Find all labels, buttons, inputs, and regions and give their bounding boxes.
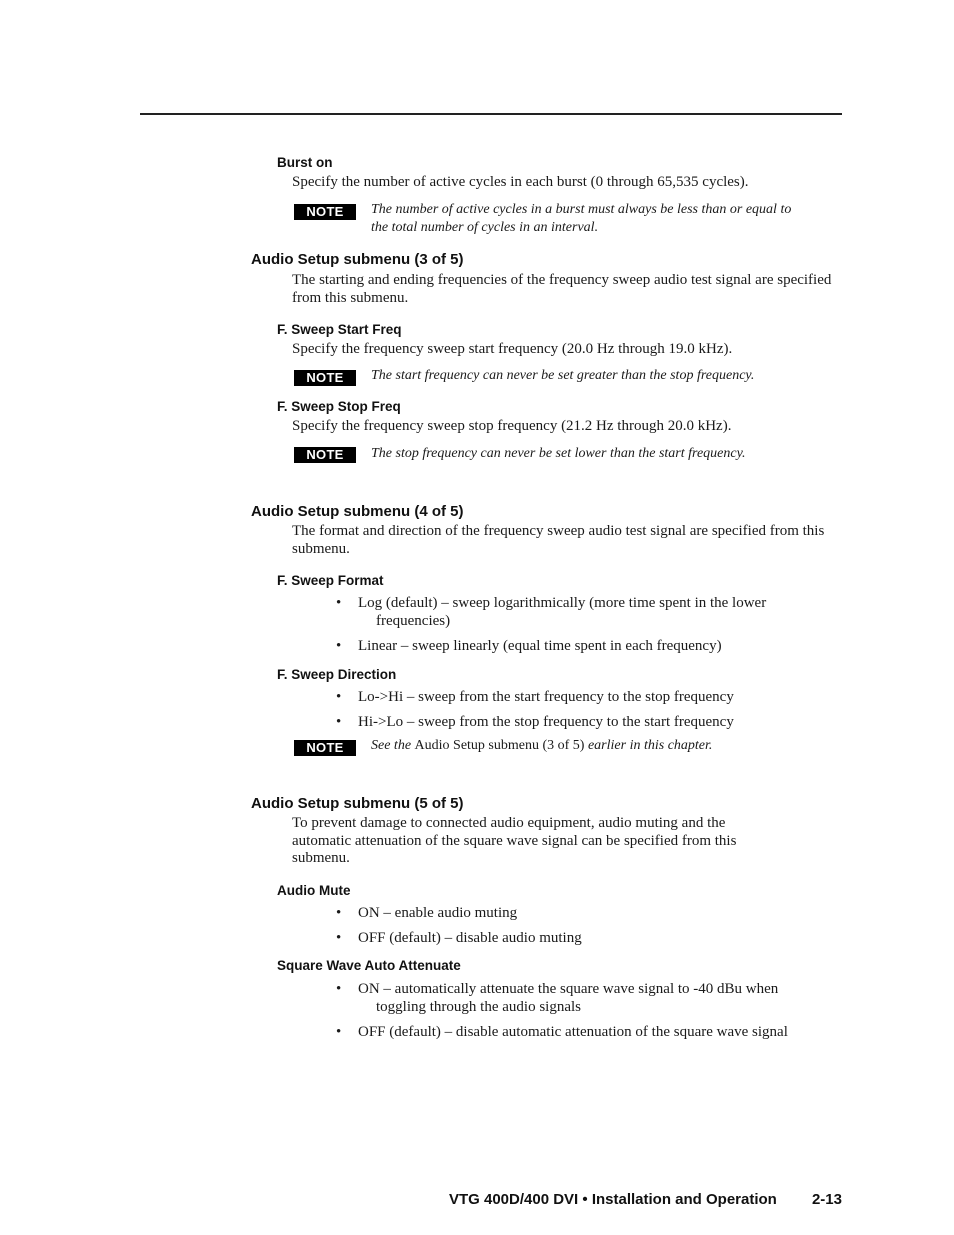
sweep-stop-body: Specify the frequency sweep stop frequency (21.2 Hz through 20.0 kHz). bbox=[292, 418, 732, 434]
note-line: the total number of cycles in an interval. bbox=[371, 220, 599, 235]
bullet-text-cont: toggling through the audio signals bbox=[376, 998, 581, 1015]
square-wave-heading: Square Wave Auto Attenuate bbox=[277, 958, 461, 973]
bullet-text: OFF (default) – disable automatic attenuation of the square wave signal bbox=[358, 1024, 788, 1040]
note-reference: Audio Setup submenu (3 of 5) bbox=[414, 738, 585, 753]
bullet-text-cont: frequencies) bbox=[376, 612, 451, 629]
sweep-direction-note bbox=[371, 737, 839, 755]
list-item bbox=[336, 714, 840, 732]
submenu5-heading: Audio Setup submenu (5 of 5) bbox=[251, 795, 464, 812]
bullet-dot: • bbox=[336, 638, 342, 654]
list-item bbox=[336, 1024, 840, 1042]
footer-title: VTG 400D/400 DVI • Installation and Operation bbox=[449, 1191, 777, 1208]
bullet-text: OFF (default) – disable audio muting bbox=[358, 930, 582, 946]
note-badge: NOTE bbox=[294, 370, 356, 386]
bullet-dot: • bbox=[336, 905, 342, 921]
bullet-text: ON – enable audio muting bbox=[358, 905, 518, 921]
note-post: earlier in this chapter. bbox=[584, 738, 713, 753]
sweep-direction-heading: F. Sweep Direction bbox=[277, 667, 397, 682]
list-item bbox=[336, 981, 840, 1016]
note-badge: NOTE bbox=[294, 447, 356, 463]
header-rule bbox=[140, 113, 842, 115]
list-item bbox=[336, 595, 840, 630]
sweep-start-note: The start frequency can never be set greater than the stop frequency. bbox=[371, 368, 755, 383]
submenu3-body: The starting and ending frequencies of the frequency sweep audio test signal are specified from this submenu. bbox=[292, 272, 832, 306]
sweep-stop-note: The stop frequency can never be set lower than the start frequency. bbox=[371, 446, 746, 461]
bullet-text: Lo->Hi – sweep from the start frequency to the stop frequency bbox=[358, 689, 734, 705]
sweep-stop-heading: F. Sweep Stop Freq bbox=[277, 399, 401, 414]
bullet-text: Hi->Lo – sweep from the stop frequency to the start frequency bbox=[358, 714, 734, 730]
note-badge: NOTE bbox=[294, 204, 356, 220]
list-item bbox=[336, 905, 840, 923]
body-line: submenu. bbox=[292, 850, 350, 866]
page-number: 2-13 bbox=[811, 1191, 842, 1208]
sweep-start-body: Specify the frequency sweep start frequency (20.0 Hz through 19.0 kHz). bbox=[292, 341, 733, 357]
list-item bbox=[336, 689, 840, 707]
bullet-text: Log (default) – sweep logarithmically (more time spent in the lower bbox=[358, 595, 767, 611]
body-line: automatic attenuation of the square wave signal can be specified from this bbox=[292, 832, 737, 849]
bullet-dot: • bbox=[336, 930, 342, 946]
note-badge: NOTE bbox=[294, 740, 356, 756]
bullet-text: ON – automatically attenuate the square wave signal to -40 dBu when bbox=[358, 981, 779, 997]
note-line: The number of active cycles in a burst must always be less than or equal to bbox=[371, 202, 792, 217]
burst-on-note bbox=[371, 201, 839, 237]
submenu3-heading: Audio Setup submenu (3 of 5) bbox=[251, 251, 464, 268]
submenu4-body: The format and direction of the frequency sweep audio test signal are specified from this submenu. bbox=[292, 523, 825, 557]
list-item bbox=[336, 638, 840, 656]
bullet-text: Linear – sweep linearly (equal time spent in each frequency) bbox=[358, 638, 722, 654]
sweep-format-heading: F. Sweep Format bbox=[277, 573, 384, 588]
burst-on-body: Specify the number of active cycles in each burst (0 through 65,535 cycles). bbox=[292, 174, 749, 190]
bullet-dot: • bbox=[336, 1024, 342, 1040]
burst-on-heading: Burst on bbox=[277, 155, 333, 170]
bullet-dot: • bbox=[336, 981, 342, 997]
bullet-dot: • bbox=[336, 689, 342, 705]
submenu4-heading: Audio Setup submenu (4 of 5) bbox=[251, 503, 464, 520]
list-item bbox=[336, 930, 840, 948]
bullet-dot: • bbox=[336, 714, 342, 730]
submenu5-body bbox=[292, 815, 840, 868]
body-line: To prevent damage to connected audio equipment, audio muting and the bbox=[292, 815, 726, 831]
bullet-dot: • bbox=[336, 595, 342, 611]
sweep-start-heading: F. Sweep Start Freq bbox=[277, 322, 402, 337]
note-pre: See the bbox=[371, 738, 415, 753]
audio-mute-heading: Audio Mute bbox=[277, 883, 351, 898]
page-footer bbox=[449, 1191, 842, 1208]
